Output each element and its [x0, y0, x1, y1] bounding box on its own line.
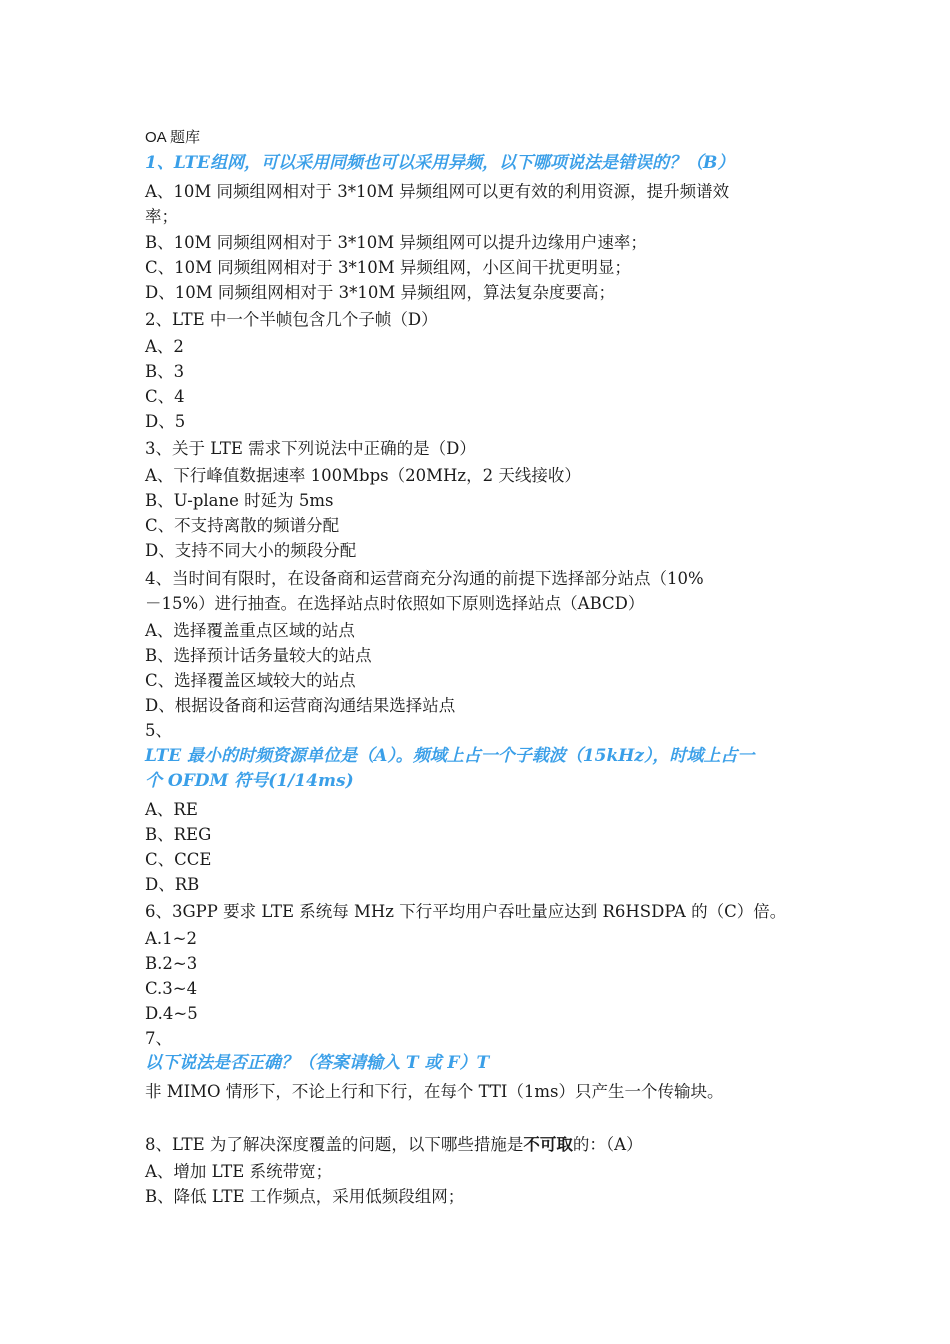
question-4-title-line2: －15%）进行抽查。在选择站点时依照如下原则选择站点（ABCD）	[145, 594, 645, 613]
question-7-number: 7、	[145, 1029, 172, 1048]
q1-option-d: D、10M 同频组网相对于 3*10M 异频组网，算法复杂度要高；	[145, 283, 615, 302]
question-7-title: 以下说法是否正确？（答案请输入 T 或 F）T	[145, 1053, 490, 1073]
q3-option-c: C、不支持离散的频谱分配	[145, 516, 340, 535]
question-3-title: 3、关于 LTE 需求下列说法中正确的是（D）	[145, 439, 476, 458]
q1-option-a-line1: A、10M 同频组网相对于 3*10M 异频组网可以更有效的利用资源，提升频谱效	[145, 182, 730, 201]
q4-option-c: C、选择覆盖区域较大的站点	[145, 671, 356, 690]
doc-header: OA 题库	[145, 129, 201, 146]
q2-option-a: A、2	[145, 337, 184, 356]
q2-option-b: B、3	[145, 362, 185, 381]
q5-option-a: A、RE	[145, 800, 198, 819]
q4-option-b: B、选择预计话务量较大的站点	[145, 646, 372, 665]
question-7-body: 非 MIMO 情形下，不论上行和下行，在每个 TTI（1ms）只产生一个传输块。	[145, 1082, 724, 1101]
q3-option-b: B、U-plane 时延为 5ms	[145, 491, 334, 510]
q5-option-b: B、REG	[145, 825, 212, 844]
question-5-title-line1: LTE 最小的时频资源单位是（A）。频域上占一个子载波（15kHz），时域上占一	[145, 746, 755, 766]
q3-option-a: A、下行峰值数据速率 100Mbps（20MHz，2 天线接收）	[145, 466, 581, 485]
q6-option-a: A.1~2	[145, 929, 197, 948]
q8-title-post: 的：（A）	[572, 1135, 643, 1154]
q5-option-d: D、RB	[145, 875, 200, 894]
q8-title-pre: 8、LTE 为了解决深度覆盖的问题，以下哪些措施是	[145, 1135, 524, 1154]
q8-title-emphasis: 不可取	[523, 1135, 573, 1154]
question-2-title: 2、LTE 中一个半帧包含几个子帧（D）	[145, 310, 438, 329]
question-5-number: 5、	[145, 721, 172, 740]
q6-option-b: B.2~3	[145, 954, 198, 973]
question-4-title-line1: 4、当时间有限时，在设备商和运营商充分沟通的前提下选择部分站点（10%	[145, 569, 704, 588]
q1-option-a-line2: 率；	[145, 207, 178, 226]
q4-option-a: A、选择覆盖重点区域的站点	[145, 621, 355, 640]
question-8-title	[145, 1132, 825, 1157]
question-5-title-line2: 个 OFDM 符号(1/14ms)	[145, 771, 354, 791]
q1-option-b: B、10M 同频组网相对于 3*10M 异频组网可以提升边缘用户速率；	[145, 233, 647, 252]
question-6-title: 6、3GPP 要求 LTE 系统每 MHz 下行平均用户吞吐量应达到 R6HSDPA 的（C）倍。	[145, 902, 787, 921]
q2-option-d: D、5	[145, 412, 186, 431]
q8-option-b: B、降低 LTE 工作频点，采用低频段组网；	[145, 1187, 465, 1206]
q1-option-c: C、10M 同频组网相对于 3*10M 异频组网，小区间干扰更明显；	[145, 258, 631, 277]
q6-option-d: D.4~5	[145, 1004, 198, 1023]
q2-option-c: C、4	[145, 387, 185, 406]
q3-option-d: D、支持不同大小的频段分配	[145, 541, 357, 560]
q5-option-c: C、CCE	[145, 850, 212, 869]
q6-option-c: C.3~4	[145, 979, 198, 998]
question-1-title: 1、LTE组网，可以采用同频也可以采用异频，以下哪项说法是错误的？（B）	[145, 153, 735, 173]
q8-option-a: A、增加 LTE 系统带宽；	[145, 1162, 333, 1181]
q4-option-d: D、根据设备商和运营商沟通结果选择站点	[145, 696, 456, 715]
